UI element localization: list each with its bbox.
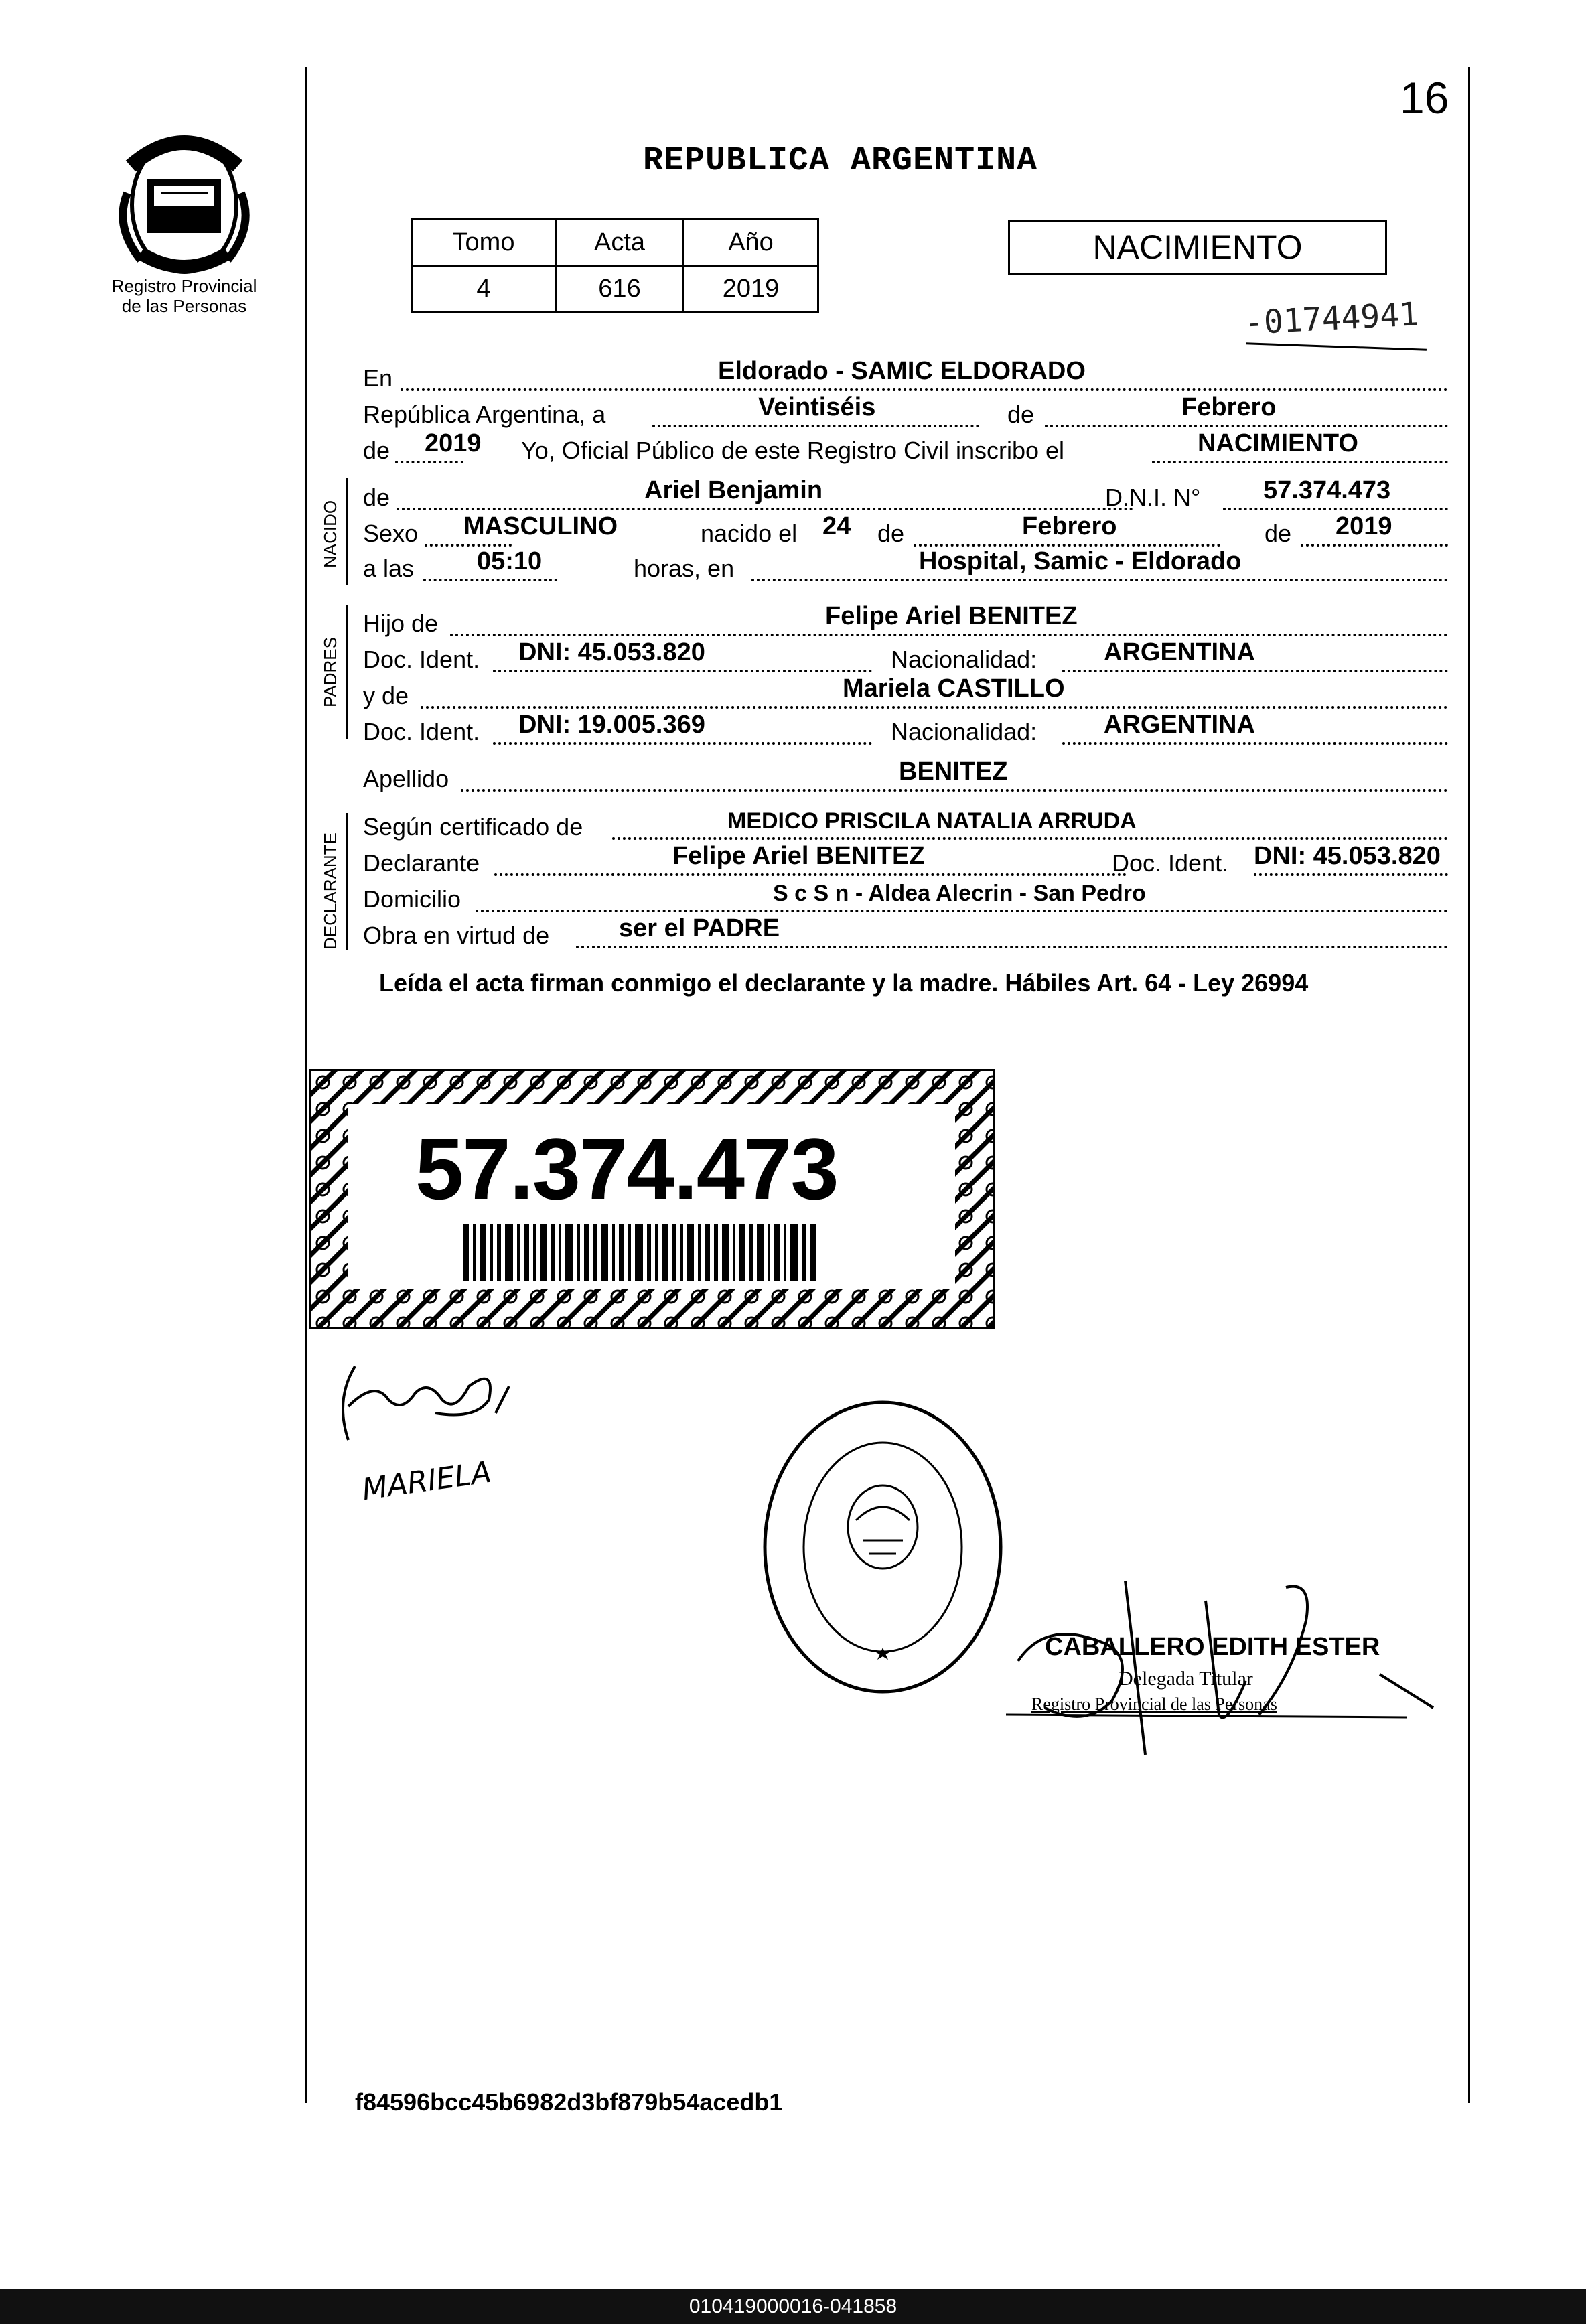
- value-child-dni: 57.374.473: [1263, 476, 1391, 504]
- value-mother-doc: DNI: 19.005.369: [518, 711, 705, 739]
- label-y-de: y de: [363, 682, 409, 709]
- document-hash: f84596bcc45b6982d3bf879b54acedb1: [355, 2088, 783, 2116]
- left-margin-line: [305, 67, 307, 2103]
- value-obra: ser el PADRE: [619, 914, 780, 942]
- declarant-signature: [328, 1339, 529, 1447]
- label-horas-en: horas, en: [634, 555, 735, 582]
- dotted-line: [461, 789, 1448, 792]
- serial-underline: [1246, 342, 1427, 350]
- register-table: [411, 218, 819, 313]
- header-anio: Año: [684, 220, 818, 266]
- label-de: de: [877, 520, 905, 547]
- value-declarante-name: Felipe Ariel BENITEZ: [672, 842, 925, 870]
- row-en: [363, 357, 1448, 396]
- label-de: de: [1265, 520, 1292, 547]
- value-mother-name: Mariela CASTILLO: [843, 674, 1065, 703]
- dotted-line: [612, 837, 1448, 840]
- registry-oval-seal: [755, 1393, 1010, 1701]
- official-signature-block: [1005, 1581, 1473, 1755]
- logo-caption-line1: Registro Provincial: [111, 276, 257, 296]
- coat-of-arms-logo: [100, 126, 268, 280]
- dotted-line: [421, 706, 1448, 709]
- dotted-line: [751, 579, 1448, 581]
- label-republica: República Argentina, a: [363, 401, 606, 428]
- label-yo: Yo, Oficial Público de este Registro Civil inscribo el: [521, 437, 1065, 464]
- dotted-line: [493, 742, 872, 745]
- registry-logo-caption: [87, 276, 281, 316]
- value-act-type: NACIMIENTO: [1198, 429, 1358, 457]
- value-apellido: BENITEZ: [899, 757, 1008, 786]
- dotted-line: [425, 544, 512, 547]
- label-doc-ident: Doc. Ident.: [1112, 849, 1229, 877]
- label-nacionalidad: Nacionalidad:: [891, 718, 1037, 745]
- value-time: 05:10: [477, 547, 543, 575]
- nacido-bracket: [346, 478, 348, 585]
- label-de: de: [1007, 401, 1035, 428]
- value-sex: MASCULINO: [463, 512, 618, 540]
- value-declarante-doc: DNI: 45.053.820: [1254, 842, 1441, 870]
- value-father-doc: DNI: 45.053.820: [518, 638, 705, 666]
- label-obra: Obra en virtud de: [363, 922, 550, 949]
- section-label-padres: PADRES: [320, 637, 340, 707]
- dotted-line: [476, 910, 1448, 912]
- official-role: Delegada Titular: [1119, 1668, 1253, 1690]
- row-declarante: [363, 842, 1448, 881]
- document-title: REPUBLICA ARGENTINA: [643, 142, 1038, 180]
- label-doc-ident: Doc. Ident.: [363, 718, 480, 745]
- dotted-line: [576, 946, 1448, 948]
- header-acta: Acta: [556, 220, 684, 266]
- value-birth-day: 24: [822, 512, 851, 540]
- label-sexo: Sexo: [363, 520, 419, 547]
- dotted-line: [914, 544, 1220, 547]
- label-nacionalidad: Nacionalidad:: [891, 646, 1037, 673]
- closing-statement: Leída el acta firman conmigo el declarante y la madre. Hábiles Art. 64 - Ley 26994: [379, 969, 1309, 997]
- row-father-doc: [363, 638, 1448, 678]
- footer-code-bar: [0, 2289, 1586, 2324]
- dotted-line: [494, 873, 1127, 876]
- row-apellido: [363, 757, 1448, 797]
- row-obra: [363, 914, 1448, 954]
- dotted-line: [1045, 425, 1448, 427]
- label-dni: D.N.I. N°: [1105, 484, 1201, 511]
- page-number: 16: [1400, 73, 1449, 123]
- label-doc-ident: Doc. Ident.: [363, 646, 480, 673]
- row-domicilio: [363, 881, 1448, 918]
- footer-code: 010419000016-041858: [689, 2295, 897, 2317]
- label-hijo-de: Hijo de: [363, 609, 439, 637]
- label-certificado: Según certificado de: [363, 813, 583, 841]
- row-nacido-name: [363, 476, 1448, 516]
- value-domicilio: S c S n - Aldea Alecrin - San Pedro: [773, 881, 1146, 906]
- value-certificado: MEDICO PRISCILA NATALIA ARRUDA: [727, 808, 1137, 834]
- value-birth-month: Febrero: [1022, 512, 1117, 540]
- mother-signature: MARIELA: [360, 1455, 494, 1508]
- label-nacido-el: nacido el: [701, 520, 798, 547]
- value-father-name: Felipe Ariel BENITEZ: [825, 602, 1078, 630]
- value-tomo: 4: [412, 266, 556, 312]
- section-label-nacido: NACIDO: [320, 500, 340, 568]
- value-acta: 616: [556, 266, 684, 312]
- dotted-line: [401, 388, 1448, 391]
- value-month: Febrero: [1181, 393, 1277, 421]
- dotted-line: [1223, 508, 1448, 510]
- dotted-line: [1062, 670, 1448, 672]
- label-apellido: Apellido: [363, 765, 449, 792]
- row-hora: [363, 547, 1448, 587]
- row-year: [363, 429, 1448, 469]
- dotted-line: [450, 634, 1448, 636]
- dotted-line: [396, 508, 1133, 510]
- official-org: Registro Provincial de las Personas: [1031, 1694, 1277, 1714]
- value-year: 2019: [425, 429, 482, 457]
- label-de2: de: [363, 437, 390, 464]
- value-place: Eldorado - SAMIC ELDORADO: [718, 357, 1086, 385]
- value-father-nationality: ARGENTINA: [1104, 638, 1255, 666]
- dotted-line: [395, 461, 463, 463]
- document-type-box: NACIMIENTO: [1008, 220, 1387, 275]
- logo-caption-line2: de las Personas: [121, 296, 247, 316]
- declarante-bracket: [346, 813, 348, 950]
- value-day: Veintiséis: [758, 393, 876, 421]
- label-declarante: Declarante: [363, 849, 480, 877]
- value-birth-year: 2019: [1336, 512, 1392, 540]
- row-mother-doc: [363, 711, 1448, 750]
- row-hijo-de: [363, 602, 1448, 642]
- label-domicilio: Domicilio: [363, 885, 461, 913]
- dotted-line: [1254, 873, 1448, 876]
- serial-number: -01744941: [1243, 295, 1420, 342]
- value-anio: 2019: [684, 266, 818, 312]
- value-mother-nationality: ARGENTINA: [1104, 711, 1255, 739]
- section-label-declarante: DECLARANTE: [320, 832, 340, 950]
- label-en: En: [363, 364, 393, 392]
- dotted-line: [652, 425, 979, 427]
- value-birth-place: Hospital, Samic - Eldorado: [919, 547, 1242, 575]
- header-tomo: Tomo: [412, 220, 556, 266]
- value-child-name: Ariel Benjamin: [644, 476, 823, 504]
- dotted-line: [1301, 544, 1448, 547]
- official-name: CABALLERO EDITH ESTER: [1045, 1633, 1380, 1661]
- right-margin-line: [1468, 67, 1470, 2103]
- stamp-dni-number: 57.374.473: [415, 1120, 838, 1218]
- dotted-line: [423, 579, 557, 581]
- padres-bracket: [346, 605, 348, 739]
- row-y-de: [363, 674, 1448, 714]
- label-a-las: a las: [363, 555, 415, 582]
- dotted-line: [493, 670, 872, 672]
- dotted-line: [1152, 461, 1448, 463]
- row-sexo: [363, 512, 1448, 552]
- label-de: de: [363, 484, 390, 511]
- dotted-line: [1062, 742, 1448, 745]
- row-republica: [363, 393, 1448, 433]
- row-certificado: [363, 809, 1448, 845]
